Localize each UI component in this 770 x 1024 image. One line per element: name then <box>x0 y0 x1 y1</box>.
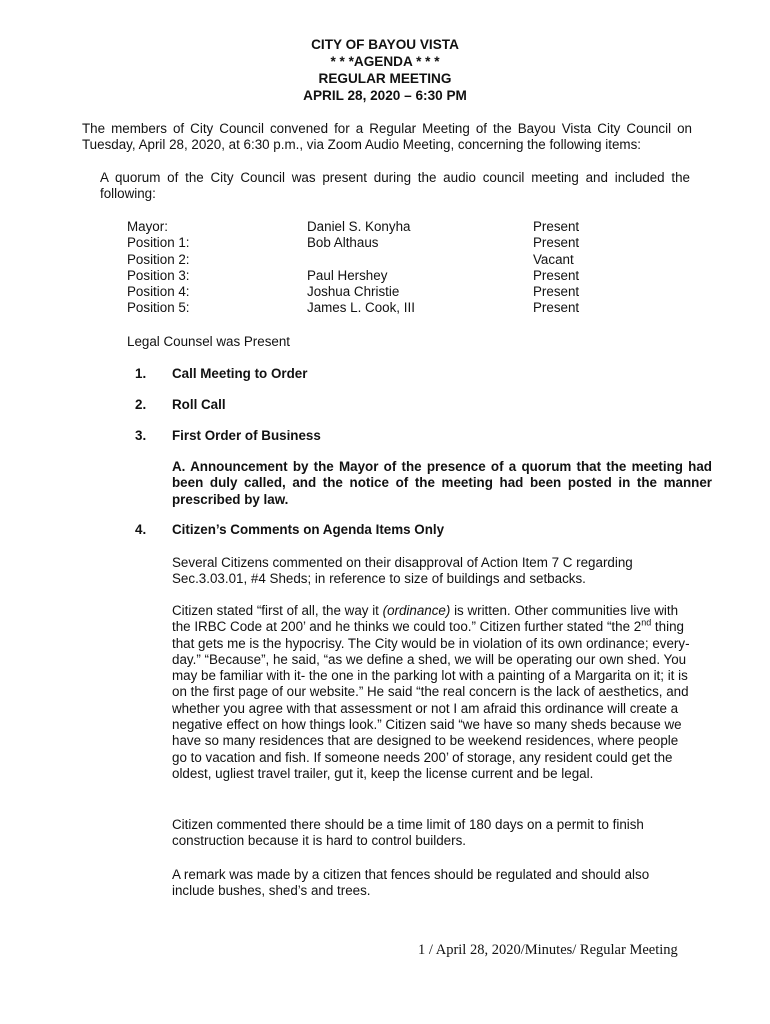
agenda-item-number: 2. <box>135 397 147 412</box>
quorum-announcement: A. Announcement by the Mayor of the presence of a quorum that the meeting had been duly called, and the notice of the meeting had been posted in the manner prescribed by law. <box>172 459 712 507</box>
city-name: CITY OF BAYOU VISTA <box>311 37 459 52</box>
agenda-item-number: 1. <box>135 366 147 381</box>
member-position: Position 3: <box>127 267 190 283</box>
citizen-comment-paragraph: A remark was made by a citizen that fences should be regulated and should also include bushes, shed’s and trees. <box>172 867 650 899</box>
agenda-item-title: Roll Call <box>172 397 226 412</box>
member-status: Present <box>533 300 580 316</box>
citizen-comment-paragraph: Citizen commented there should be a time limit of 180 days on a permit to finish construction because it is hard to control builders. <box>172 817 644 849</box>
member-position: Position 4: <box>127 284 190 300</box>
ordinal-suffix: nd <box>641 617 652 628</box>
member-name: Bob Althaus <box>307 235 379 251</box>
agenda-item-title: Citizen’s Comments on Agenda Items Only <box>172 522 445 537</box>
meeting-date: APRIL 28, 2020 – 6:30 PM <box>303 88 467 103</box>
member-status: Present <box>533 267 580 283</box>
citizen-comment-paragraph: Several Citizens commented on their disapproval of Action Item 7 C regarding Sec.3.03.01, #4 Sheds; in reference to size of buildings and setbacks. <box>172 555 633 587</box>
quorum-paragraph: A quorum of the City Council was present during the audio council meeting and included the following: <box>100 170 690 202</box>
comment-text: thing that gets me is the hypocrisy. The City would be in violation of its own ordinance; every-day.” “Because”, he said, “as we define a shed, we will be operating our own shed. You may be familiar with it- the one in the parking lot with a painting of a Margarita on it; it is on the first page of our website.” He said “the real concern is the lack of aesthetics, and whether you agree with that assessment or not I am afraid this ordinance will create a negative effect on how things look.” Citizen said “we have so many sheds because we have so many residences that are designed to be weekend residences, where people go to vacation and fish. If someone needs 200’ of storage, any resident could get the oldest, ugliest travel trailer, gut it, keep the license current and be legal. <box>172 619 690 781</box>
member-position: Position 1: <box>127 235 190 251</box>
citizen-comment-paragraph <box>172 603 692 782</box>
page-footer: 1 / April 28, 2020/Minutes/ Regular Meeting <box>418 942 678 958</box>
member-name: Paul Hershey <box>307 267 388 283</box>
member-status: Present <box>533 235 580 251</box>
agenda-item-number: 4. <box>135 522 147 537</box>
member-name: Daniel S. Konyha <box>307 219 411 234</box>
comment-text-italic: (ordinance) <box>382 603 451 618</box>
comment-text: Citizen stated “first of all, the way it <box>172 603 383 618</box>
member-name: Joshua Christie <box>307 284 400 300</box>
agenda-item-number: 3. <box>135 428 147 443</box>
legal-counsel-note: Legal Counsel was Present <box>127 334 291 349</box>
member-status: Vacant <box>533 251 574 267</box>
member-position: Position 5: <box>127 300 190 316</box>
member-position: Mayor: <box>127 219 168 234</box>
agenda-item-title: First Order of Business <box>172 428 321 443</box>
document-header <box>0 36 770 104</box>
agenda-item-title: Call Meeting to Order <box>172 366 308 381</box>
member-status: Present <box>533 284 580 300</box>
member-position: Position 2: <box>127 251 190 267</box>
meeting-type: REGULAR MEETING <box>318 71 452 86</box>
agenda-label: * * *AGENDA * * * <box>330 54 440 69</box>
member-name: James L. Cook, III <box>307 300 415 316</box>
intro-paragraph: The members of City Council convened for a Regular Meeting of the Bayou Vista City Council on Tuesday, April 28, 2020, at 6:30 p.m., via Zoom Audio Meeting, concerning the following items: <box>82 121 692 153</box>
member-status: Present <box>533 219 580 234</box>
comment-text: is written. Other communities live with the IRBC Code at 200’ and he thinks we could too.” Citizen further stated “the 2 <box>172 603 679 635</box>
